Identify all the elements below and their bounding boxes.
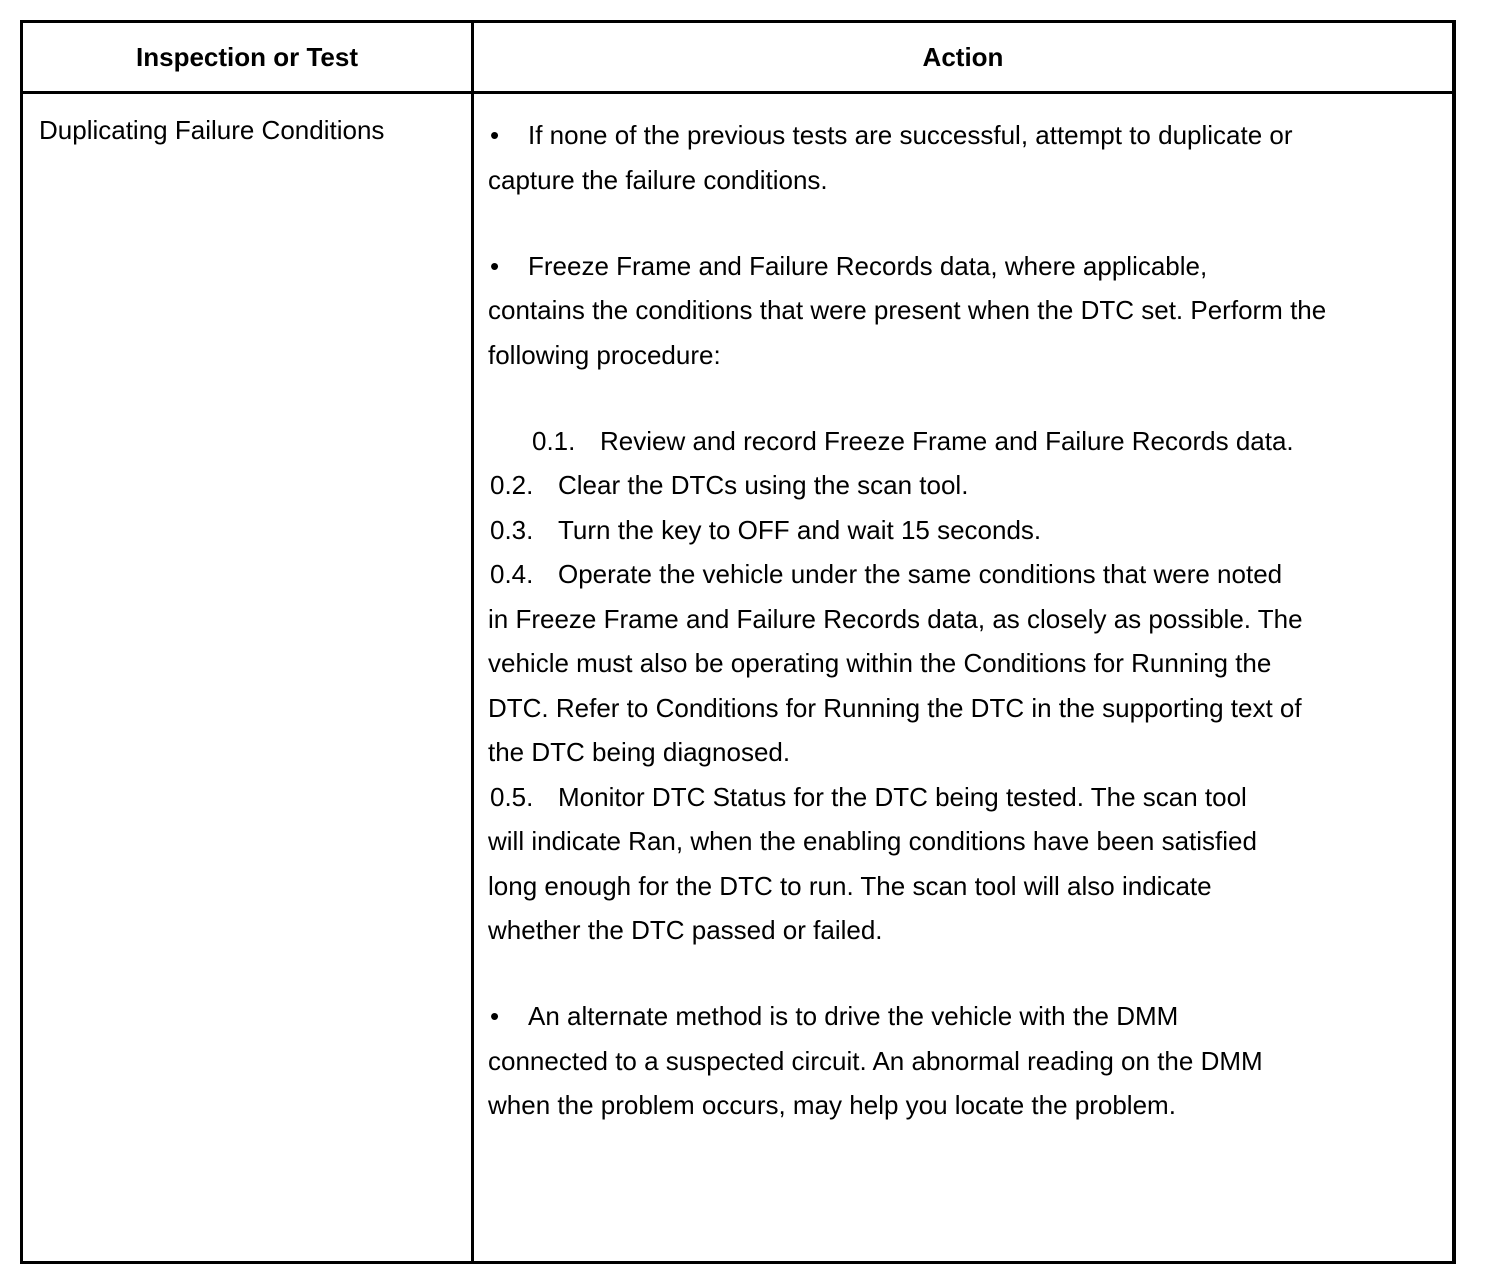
step-number: 0.1. bbox=[532, 425, 576, 456]
header-inspection-or-test: Inspection or Test bbox=[136, 42, 358, 72]
step-line bbox=[488, 463, 1408, 508]
step-number: 0.4. bbox=[490, 559, 534, 589]
bullet-continuation: connected to a suspected circuit. An abnormal reading on the DMM bbox=[488, 1045, 1263, 1076]
bullet-continuation: when the problem occurs, may help you locate the problem. bbox=[488, 1090, 1176, 1120]
bullet-text: If none of the previous tests are successful, attempt to duplicate or bbox=[528, 120, 1293, 150]
bullet-marker: • bbox=[490, 1001, 500, 1031]
step-line bbox=[488, 775, 1408, 820]
bullet-continuation: contains the conditions that were present when the DTC set. Perform the bbox=[488, 295, 1327, 325]
bullet-line bbox=[488, 244, 1408, 289]
step-line bbox=[488, 419, 1408, 464]
step-continuation: the DTC being diagnosed. bbox=[488, 737, 791, 767]
step-text: Monitor DTC Status for the DTC being tested. The scan tool bbox=[558, 781, 1247, 812]
step-line bbox=[488, 552, 1408, 597]
bullet-text: Freeze Frame and Failure Records data, where applicable, bbox=[528, 250, 1208, 281]
header-divider bbox=[23, 91, 1452, 94]
inspection-cell: Duplicating Failure Conditions bbox=[39, 115, 385, 145]
bullet-line bbox=[488, 113, 1408, 158]
bullet-marker: • bbox=[490, 120, 500, 150]
step-number: 0.5. bbox=[490, 781, 534, 812]
inspection-table bbox=[20, 20, 1456, 1264]
step-text: Turn the key to OFF and wait 15 seconds. bbox=[558, 514, 1042, 545]
action-cell bbox=[488, 113, 1408, 1128]
header-action: Action bbox=[922, 42, 1004, 72]
step-line bbox=[488, 508, 1408, 553]
step-text: Review and record Freeze Frame and Failure Records data. bbox=[600, 425, 1294, 456]
column-divider bbox=[471, 23, 474, 1261]
step-text: Operate the vehicle under the same conditions that were noted bbox=[558, 559, 1283, 589]
step-continuation: vehicle must also be operating within the Conditions for Running the bbox=[488, 648, 1272, 678]
step-continuation: DTC. Refer to Conditions for Running the DTC in the supporting text of bbox=[488, 692, 1302, 723]
bullet-line bbox=[488, 994, 1408, 1039]
step-continuation: long enough for the DTC to run. The scan tool will also indicate bbox=[488, 870, 1212, 901]
step-number: 0.3. bbox=[490, 514, 534, 545]
bullet-continuation: capture the failure conditions. bbox=[488, 164, 828, 195]
step-continuation: whether the DTC passed or failed. bbox=[488, 915, 883, 945]
bullet-text: An alternate method is to drive the vehicle with the DMM bbox=[528, 1001, 1179, 1031]
step-number: 0.2. bbox=[490, 470, 534, 500]
bullet-marker: • bbox=[490, 250, 500, 281]
step-continuation: will indicate Ran, when the enabling conditions have been satisfied bbox=[488, 826, 1257, 856]
bullet-continuation: following procedure: bbox=[488, 339, 721, 370]
step-continuation: in Freeze Frame and Failure Records data, as closely as possible. The bbox=[488, 603, 1303, 634]
step-text: Clear the DTCs using the scan tool. bbox=[558, 470, 969, 500]
